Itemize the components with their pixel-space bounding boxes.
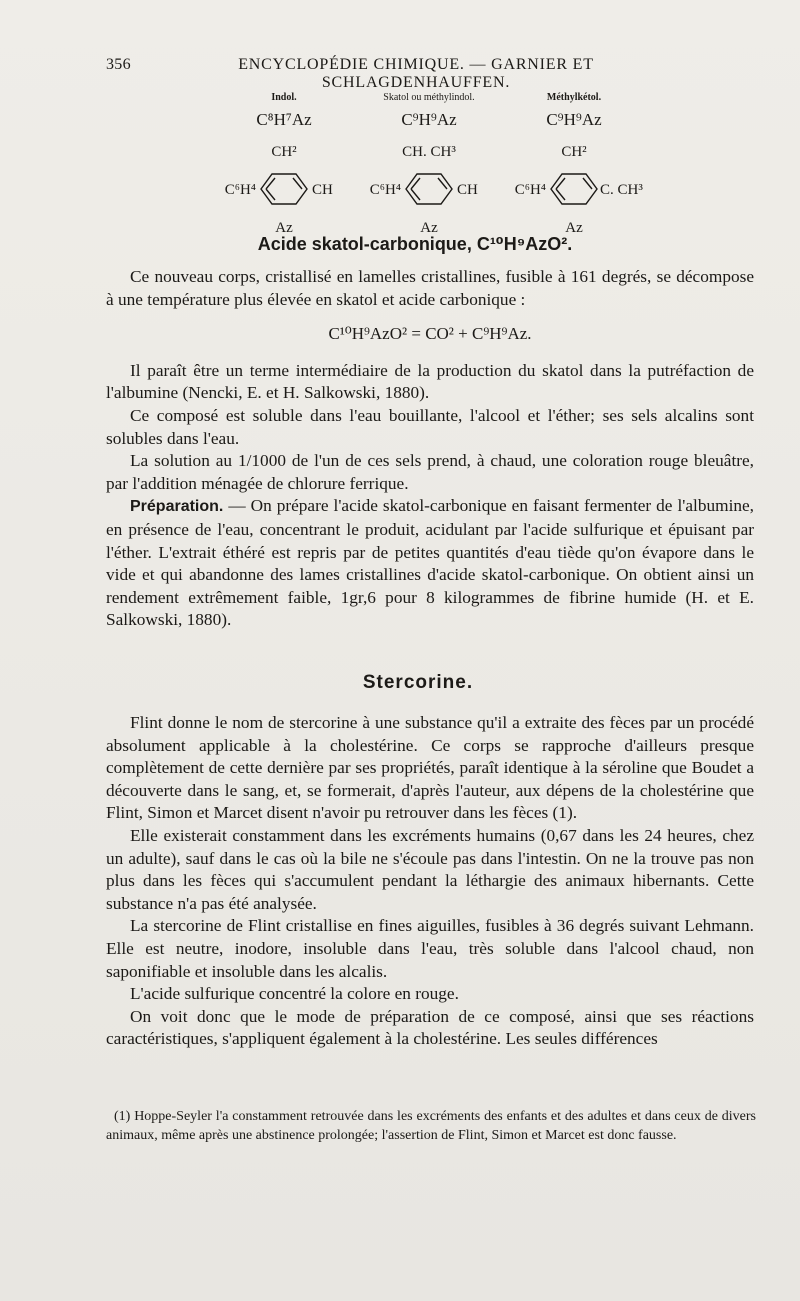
formula-skatol	[359, 92, 499, 244]
ring-right: C. CH³	[600, 182, 643, 198]
running-title: ENCYCLOPÉDIE CHIMIQUE. — GARNIER ET SCHLAGDENHAUFFEN.	[238, 56, 594, 91]
ring-bonds	[261, 174, 307, 204]
ring-bonds	[406, 174, 452, 204]
ring-top: CH²	[271, 144, 297, 160]
body-section-stercorine	[106, 712, 754, 1051]
section-title: Stercorine.	[362, 672, 474, 693]
footnote	[106, 1107, 756, 1145]
paragraph: L'acide sulfurique concentré la colore en rouge.	[130, 984, 459, 1004]
ring-bottom: Az	[420, 220, 438, 236]
formula-molecular: C⁹H⁹Az	[546, 110, 602, 129]
paragraph: Flint donne le nom de stercorine à une substance qu'il a extraite des fèces par un procédé absolument applicable à la cholestérine. Ce corps se rapproche d'ailleurs presque complètement de cette dernière par ses propriétés, paraît identique à la séroline que Boudet a découverte dans le sang, et, se formerait, d'après l'auteur, aux dépens de la cholestérine que Flint, Simon et Marcet disent n'avoir pu retrouver dans les fèces (1).	[106, 713, 754, 823]
ring-left: C⁶H⁴	[514, 182, 546, 198]
equation: C¹⁰H⁹AzO² = CO² + C⁹H⁹Az.	[328, 324, 532, 344]
formula-molecular: C⁸H⁷Az	[256, 110, 312, 129]
ring-bonds	[551, 174, 597, 204]
ring-right: CH	[457, 182, 478, 198]
paragraph: La solution au 1/1000 de l'un de ces sels prend, à chaud, une coloration rouge bleuâtre, par l'addition ménagée de chlorure ferrique.	[106, 451, 754, 493]
preparation-text: — On prépare l'acide skatol-carbonique en faisant fermenter de l'albumine, en présence de l'eau, concentrant le produit, acidulant par l'acide sulfurique et épuisant par l'éther. L'extrait éthéré est repris par de petites quantités d'eau tiède qu'on évapore dans le vide et qui abandonne des lames cristallines d'acide skatol-carbonique. On obtient ainsi un rendement extrêmement faible, 1gr,6 pour 8 kilogrammes de fibrine humide (H. et E. Salkowski, 1880).	[106, 496, 754, 630]
formula-name: Méthylkétol.	[546, 92, 602, 103]
formula-indol	[214, 92, 354, 244]
indol-ring-diagram	[214, 134, 354, 244]
paragraph: Ce nouveau corps, cristallisé en lamelles cristallines, fusible à 161 degrés, se décompose à une température plus élevée en skatol et acide carbonique :	[106, 267, 754, 309]
skatol-ring-diagram	[359, 134, 499, 244]
ring-right: CH	[312, 182, 333, 198]
structural-formulas	[214, 92, 644, 244]
paragraph: Il paraît être un terme intermédiaire de la production du skatol dans la putréfaction de l'albumine (Nencki, E. et H. Salkowski, 1880).	[106, 360, 754, 403]
preparation-head: Préparation.	[130, 498, 224, 516]
ring-bottom: Az	[565, 220, 583, 236]
body-section-skatol	[106, 266, 754, 632]
compound-title: Acide skatol-carbonique, C¹⁰H⁹AzO².	[257, 234, 573, 254]
footnote-text: (1) Hoppe-Seyler l'a constamment retrouvée dans les excréments des enfants et des adultes et dans ceux de divers animaux, même après une abstinence prolongée; l'assertion de Flint, Simon et Marcet est donc fausse.	[106, 1109, 756, 1143]
ring-top: CH²	[561, 144, 587, 160]
page-number: 356	[106, 56, 131, 73]
paragraph: Elle existerait constamment dans les excréments humains (0,67 dans les 24 heures, chez un adulte), sauf dans le cas où la bile ne s'écoule pas dans l'intestin. On ne la trouve pas non plus dans les fèces qui s'accumulent pendant la léthargie des animaux hibernants. Cette substance n'a pas été analysée.	[106, 825, 754, 913]
ring-top: CH. CH³	[402, 144, 456, 160]
formula-methylketol	[504, 92, 644, 244]
running-header	[106, 56, 666, 92]
paragraph: On voit donc que le mode de préparation de ce composé, ainsi que ses réactions caractéristiques, s'appliquent également à la cholestérine. Les seules différences	[106, 1006, 754, 1049]
formula-name: Skatol ou méthylindol.	[383, 92, 475, 103]
paragraph: Ce composé est soluble dans l'eau bouillante, l'alcool et l'éther; ses sels alcalins sont solubles dans l'eau.	[106, 405, 754, 448]
methylketol-ring-diagram	[504, 134, 644, 244]
paragraph: La stercorine de Flint cristallise en fines aiguilles, fusibles à 36 degrés suivant Lehmann. Elle est neutre, inodore, insoluble dans l'eau, très soluble dans l'alcool chaud, non saponifiable et insoluble dans les alcalis.	[106, 916, 754, 981]
ring-bottom: Az	[275, 220, 293, 236]
formula-name: Indol.	[271, 92, 297, 103]
ring-left: C⁶H⁴	[369, 182, 401, 198]
ring-left: C⁶H⁴	[224, 182, 256, 198]
formula-molecular: C⁹H⁹Az	[401, 110, 457, 129]
preparation-paragraph	[106, 495, 754, 632]
